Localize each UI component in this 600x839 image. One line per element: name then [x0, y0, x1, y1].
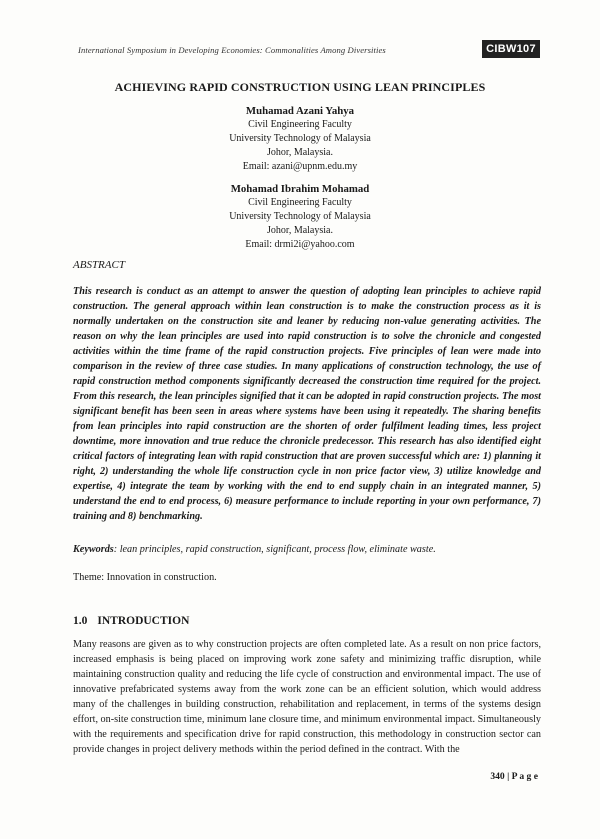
author-faculty: Civil Engineering Faculty [248, 197, 352, 208]
section-number: 1.0 [73, 615, 88, 627]
running-header: International Symposium in Developing Economies: Commonalities Among Diversities [78, 45, 386, 55]
author-email: Email: drmi2i@yahoo.com [245, 239, 355, 250]
conference-badge: CIBW107 [482, 40, 540, 58]
author-block-2 [0, 182, 600, 252]
abstract-heading: ABSTRACT [73, 259, 125, 271]
author-name: Mohamad Ibrahim Mohamad [230, 183, 370, 195]
author-university: University Technology of Malaysia [229, 211, 371, 222]
abstract-text: This research is conduct as an attempt to answer the question of adopting lean principles to achieve rapid construction. The general approach within lean construction is to make the construction process as it is normally undertaken on the construction site and leaner by reducing non-value generating activities. The reason on why the lean principles are used into rapid construction is to solve the chronicle and congested activities within the time frame of the rapid construction projects. Five principles of lean were made into comparison in the review of three case studies. In many applications of construction technology, the use of rapid construction method components significantly decreased the construction time required for the project. From this research, the lean principles signified that it can be adopted in rapid construction projects. The most significant benefit has been seen in areas where systems have been using it repeatedly. The sharing benefits from lean principles into rapid construction are the shorten of order fulfilment leading times, less project downtime, more innovation and true reduce the chronicle predecessor. This research has also identified eight critical factors of integrating lean with rapid construction that are proven successful which are: 1) planning it right, 2) understanding the whole life construction cycle in non price factor view, 3) utilize knowledge and expertise, 4) integrate the team by working with the end to end supply chain in an integrated manner, 5) understand the end to end process, 6) measure performance to include reporting in your own performance, 7) training and 8) benchmarking. [73, 286, 541, 522]
introduction-text: Many reasons are given as to why construction projects are often completed late. As a result on non price factors, increased emphasis is being placed on improving work zone safety and minimizing traffic disruption, while maintaining construction quality and reducing the life cycle of construction and environmental impact. The use of innovative prefabricated systems away from the work zone can be an efficient solution, which would address many of the challenges in building construction, rehabilitation and replacement, in terms of the systems design effort, on-site construction time, minimum lane closure time, and minimum environmental impact. Simultaneously with the requirements and specification drive for rapid construction, this methodology in construction sector can provide changes in project delivery methods within the period defined in the contract. With the [73, 639, 541, 755]
keywords-line [73, 544, 436, 555]
keywords-text: : lean principles, rapid construction, significant, process flow, eliminate waste. [113, 544, 436, 555]
paper-title: ACHIEVING RAPID CONSTRUCTION USING LEAN PRINCIPLES [114, 80, 486, 94]
keywords-label: Keywords [73, 544, 114, 555]
author-faculty: Civil Engineering Faculty [248, 119, 352, 130]
author-email: Email: azani@upnm.edu.my [242, 161, 358, 172]
section-heading [73, 615, 199, 627]
theme-line: Theme: Innovation in construction. [73, 572, 217, 583]
section-title: INTRODUCTION [97, 615, 190, 627]
author-name: Muhamad Azani Yahya [245, 105, 355, 117]
author-location: Johor, Malaysia. [267, 225, 333, 236]
author-block-1 [0, 104, 600, 174]
author-university: University Technology of Malaysia [229, 133, 371, 144]
author-location: Johor, Malaysia. [267, 147, 333, 158]
page-number: 340 | P a g e [490, 771, 538, 782]
